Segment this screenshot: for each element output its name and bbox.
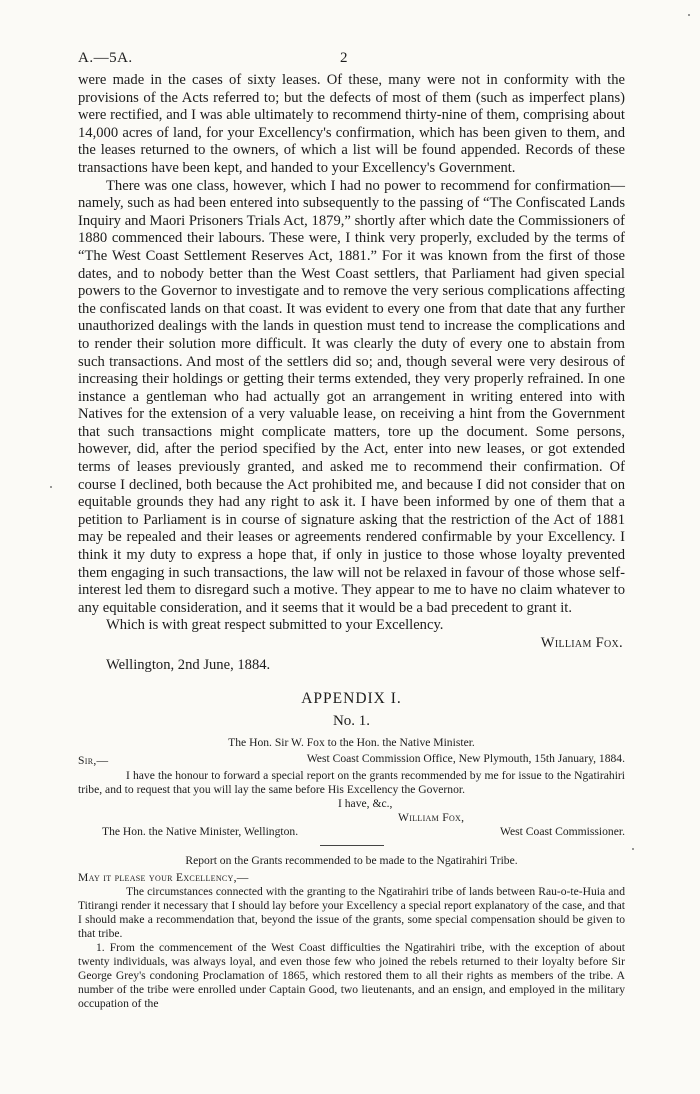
appendix-number: No. 1.	[332, 713, 371, 730]
signature-william-fox: William Fox.	[540, 635, 623, 651]
appendix-title: APPENDIX I.	[301, 690, 402, 708]
page-header	[78, 50, 625, 72]
closing-line: Which is with great respect submitted to your Excellency.	[106, 617, 444, 634]
section-divider	[320, 845, 384, 846]
body-paragraph-2: There was one class, however, which I had no power to recommend for confirmation—namely, such as had been entered into subsequently to the passing of “The Confiscated Lands Inquiry and Maori Prisoners Trials Act, 1879,” shortly after which date the Commissioners of 1880 commenced their labours. These were, I think very properly, excluded by the terms of “The West Coast Settlement Reserves Act, 1881.” For it was known from the first of those dates, and to nobody better than the West Coast settlers, that Parliament had given special powers to the Governor to investigate and to remove the very serious complications affecting the confiscated lands on that coast. It was evident to every one from that date that any further unauthorized dealings with the lands in question must tend to increase the complications and to render their solution more difficult. It was clearly the duty of every one to abstain from such transactions. And most of the settlers did so; and, though several were very desirous of increasing their holdings or getting their terms extended, they very properly refrained. In one instance a gentleman who had actually got an arrangement in writing entered into with Natives for the extension of a very valuable lease, on receiving a hint from the Government that such transactions might complicate matters, tore up the document. Some persons, however, did, after the period specified by the Act, enter into new leases, or got extended terms of leases previously granted, and asked me to recommend their confirmation. Of course I declined, both because the Act prohibited me, and because I did not consider that on equitable grounds they had any right to ask it. I have been informed by one of them that a petition to Parliament is in course of signature asking that the restriction of the Act of 1881 may be repealed and their leases or agreements rendered confirmable by your Excellency. I think it my duty to express a hope that, if only in justice to those whose loyalty prevented them engaging in such transactions, the law will not be relaxed in favour of those whose self-interest led them to disregard such a motive. They appear to me to have no claim whatever to any equitable consideration, and it seems that it would be a bad precedent to grant it.	[78, 177, 625, 616]
letter-role: West Coast Commissioner.	[500, 825, 625, 839]
margin-speck	[50, 486, 52, 488]
letter-heading-row	[78, 754, 625, 769]
letter-body: I have the honour to forward a special report on the grants recommended by me for issue to the Ngatirahiri tribe, and to request that you will lay the same before His Excellency the Governor.	[78, 769, 625, 797]
margin-speck	[632, 848, 634, 850]
margin-speck	[688, 14, 690, 16]
letter-from-to: The Hon. Sir W. Fox to the Hon. the Native Minister.	[228, 736, 475, 750]
document-page	[78, 50, 625, 1011]
body-paragraph-1: were made in the cases of sixty leases. Of these, many were not in conformity with the provisions of the Acts referred to; but the defects of most of them (such as imperfect plans) were rectified, and I was able ultimately to recommend thirty-nine of them, comprising about 14,000 acres of land, for your Excellency's confirmation, which has been given to them, and the leases returned to the owners, of which a list will be found appended. Records of these transactions have been kept, and handed to your Excellency's Government.	[78, 72, 625, 176]
report-paragraph-2: 1. From the commencement of the West Coast difficulties the Ngatirahiri tribe, with the exception of about twenty individuals, was always loyal, and even those few who joined the rebels returned to their loyalty before Sir George Grey's condoning Proclamation of 1865, which restored them to all their rights as members of the tribe. A number of the tribe were enrolled under Captain Good, two lieutenants, and an ensign, and employed in the military occupation of the	[78, 941, 625, 1011]
letter-office: West Coast Commission Office, New Plymouth, 15th January, 1884.	[306, 752, 625, 766]
page-number: 2	[340, 50, 348, 66]
letter-address-row	[78, 825, 625, 839]
report-salutation: May it please your Excellency,—	[78, 871, 249, 885]
letter-salutation: Sir,—	[78, 754, 109, 768]
letter-date: Wellington, 2nd June, 1884.	[106, 656, 271, 673]
letter-valediction: I have, &c.,	[338, 797, 393, 811]
letter-signature: William Fox,	[398, 811, 465, 825]
document-reference: A.—5A.	[78, 50, 133, 66]
letter-addressee: The Hon. the Native Minister, Wellington.	[102, 825, 299, 839]
report-title: Report on the Grants recommended to be made to the Ngatirahiri Tribe.	[185, 854, 518, 868]
report-paragraph-1: The circumstances connected with the granting to the Ngatirahiri tribe of lands between Rau-o-te-Huia and Titirangi render it necessary that I should lay before your Excellency a special report explanatory of the case, and that I should make a recommendation that, beyond the issue of the grants, some special compensation should be given to that tribe.	[78, 885, 625, 941]
